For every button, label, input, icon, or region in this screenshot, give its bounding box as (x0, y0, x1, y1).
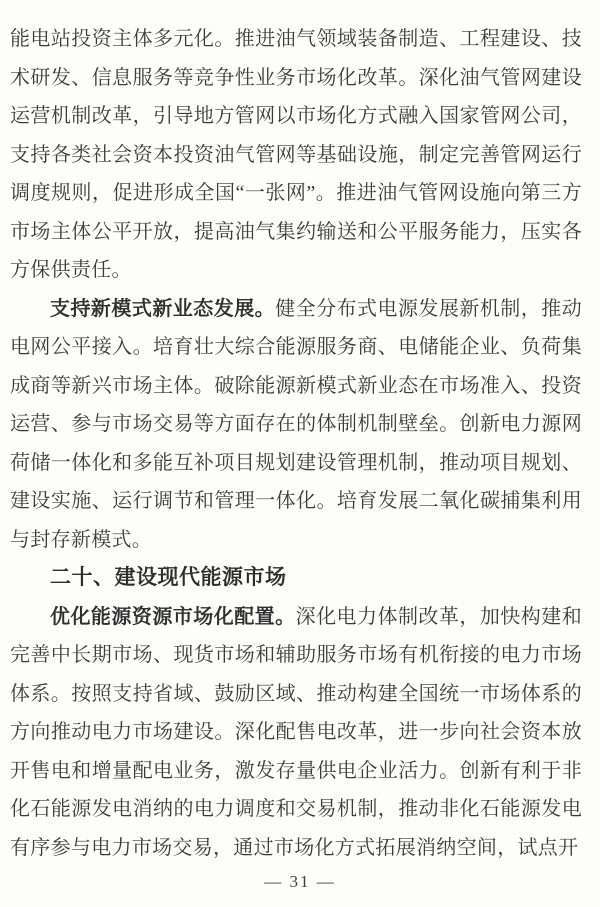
paragraph-bold-lead: 优化能源资源市场化配置。 (50, 605, 296, 628)
page-number: — 31 — (264, 872, 336, 891)
paragraph-text: 深化电力体制改革，加快构建和完善中长期市场、现货市场和辅助服务市场有机衔接的电力市场体系。按照支持省域、鼓励区域、推动构建全国统一市场体系的方向推动电力市场建设。深化配售电改革，进一步向社会资本放开售电和增量配电业务，激发存量供电企业活力。创新有利于非化石能源发电消纳的电力调度和交易机制，推动非化石能源发电有序参与电力市场交易，通过市场化方式拓展消纳空间，试点开 (10, 605, 583, 859)
paragraph-text: 健全分布式电源发展新机制，推动电网公平接入。培育壮大综合能源服务商、电储能企业、负荷集成商等新兴市场主体。破除能源新模式新业态在市场准入、投资运营、参与市场交易等方面存在的体制机制壁垒。创新电力源网荷储一体化和多能互补项目规划建设管理机制，推动项目规划、建设实施、运行调节和管理一体化。培育发展二氧化碳捕集利用与封存新模式。 (10, 297, 583, 551)
section-heading: 二十、建设现代能源市场 (50, 566, 287, 589)
paragraph-energy-market (10, 598, 582, 868)
paragraph-new-modes (10, 290, 582, 560)
paragraph-text: 能电站投资主体多元化。推进油气领域装备制造、工程建设、技术研发、信息服务等竞争性业务市场化改革。深化油气管网建设运营机制改革，引导地方管网以市场化方式融入国家管网公司，支持各类社会资本投资油气管网等基础设施，制定完善管网运行调度规则，促进形成全国“一张网”。推进油气管网设施向第三方市场主体公平开放，提高油气集约输送和公平服务能力，压实各方保供责任。 (10, 28, 582, 281)
paragraph-continuation (10, 20, 582, 290)
document-body (10, 20, 582, 867)
paragraph-bold-lead: 支持新模式新业态发展。 (50, 297, 276, 320)
